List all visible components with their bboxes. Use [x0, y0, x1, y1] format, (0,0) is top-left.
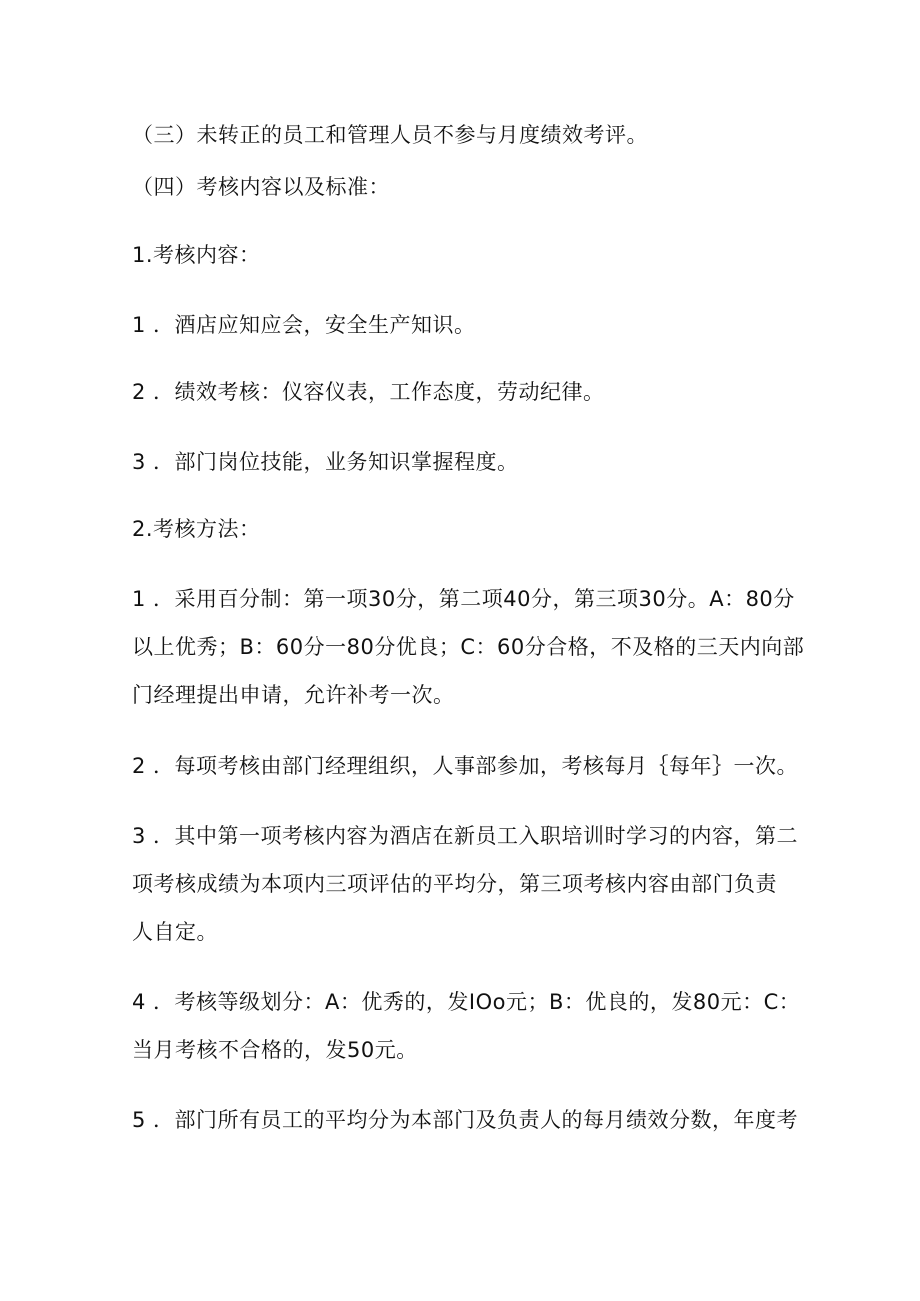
- method-item-5-line-1: 5 ．部门所有员工的平均分为本部门及负责人的每月绩效分数，年度考: [132, 1108, 799, 1132]
- method-item-3-line-1: 3 ．其中第一项考核内容为酒店在新员工入职培训时学习的内容，第二: [132, 824, 799, 848]
- method-item-2: 2 ．每项考核由部门经理组织，人事部参加，考核每月｛每年｝一次。: [132, 754, 799, 778]
- method-item-1-line-2: 以上优秀；B：60分一80分优良；C：60分合格，不及格的三天内向部: [132, 635, 805, 659]
- method-item-4-line-1: 4 ．考核等级划分：A：优秀的，发IOo元；B：优良的，发80元：C：: [132, 990, 801, 1014]
- content-item-3: 3 ．部门岗位技能，业务知识掌握程度。: [132, 450, 519, 474]
- method-heading: 2.考核方法：: [132, 517, 261, 541]
- content-item-1: 1 ．酒店应知应会，安全生产知识。: [132, 313, 476, 337]
- method-item-3-line-2: 项考核成绩为本项内三项评估的平均分，第三项考核内容由部门负责: [132, 872, 777, 896]
- content-item-2: 2 ．绩效考核：仪容仪表，工作态度，劳动纪律。: [132, 380, 605, 404]
- method-item-1-line-3: 门经理提出申请，允许补考一次。: [132, 683, 455, 707]
- method-item-3-line-3: 人自定。: [132, 920, 218, 944]
- method-item-1-line-1: 1 ．采用百分制：第一项30分，第二项40分，第三项30分。A：80分: [132, 587, 795, 611]
- section-three-text: （三）未转正的员工和管理人员不参与月度绩效考评。: [132, 123, 648, 147]
- section-four-heading: （四）考核内容以及标准：: [132, 175, 390, 199]
- content-heading: 1.考核内容：: [132, 243, 261, 267]
- method-item-4-line-2: 当月考核不合格的，发50元。: [132, 1038, 418, 1062]
